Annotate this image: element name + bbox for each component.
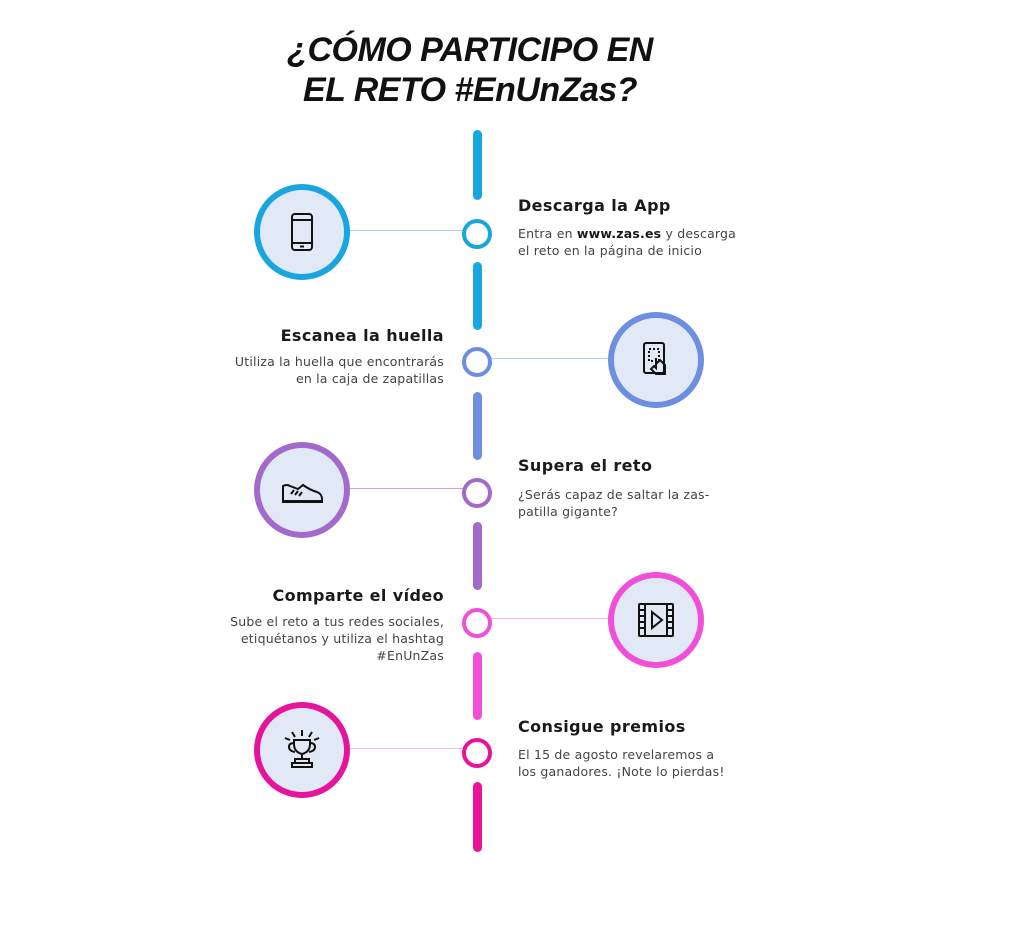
step-3-title: Supera el reto xyxy=(518,456,653,475)
connector-line xyxy=(345,230,465,231)
sneaker-icon xyxy=(280,468,324,512)
step-4-icon-circle xyxy=(608,572,704,668)
step-1-title: Descarga la App xyxy=(518,196,671,215)
trophy-icon xyxy=(280,728,324,772)
timeline-segment xyxy=(473,782,482,852)
connector-line xyxy=(485,358,615,359)
step-5-description: El 15 de agosto revelaremos a los ganadores. ¡Note lo pierdas! xyxy=(518,747,725,779)
site-url: www.zas.es xyxy=(576,226,662,241)
connector-line xyxy=(345,488,465,489)
smartphone-icon xyxy=(280,210,324,254)
step-3-icon-circle xyxy=(254,442,350,538)
connector-line xyxy=(345,748,465,749)
title-line-2: EL RETO #EnUnZas? xyxy=(302,71,638,109)
title-line-1: ¿CÓMO PARTICIPO EN xyxy=(287,31,653,69)
step-5-title: Consigue premios xyxy=(518,717,686,736)
timeline-node-5 xyxy=(462,738,492,768)
step-1-icon-circle xyxy=(254,184,350,280)
step-4-description: Sube el reto a tus redes sociales, etiquétanos y utiliza el hashtag #EnUnZas xyxy=(230,614,444,663)
timeline-node-4 xyxy=(462,608,492,638)
timeline-segment xyxy=(473,652,482,720)
step-2-description: Utiliza la huella que encontrarás en la caja de zapatillas xyxy=(234,354,444,386)
page-title xyxy=(250,30,690,110)
timeline-segment xyxy=(473,522,482,590)
step-5-icon-circle xyxy=(254,702,350,798)
step-2-icon-circle xyxy=(608,312,704,408)
video-icon xyxy=(634,598,678,642)
connector-line xyxy=(485,618,615,619)
phone-scan-icon xyxy=(634,338,678,382)
timeline-node-3 xyxy=(462,478,492,508)
timeline-segment xyxy=(473,262,482,330)
step-1-description: Entra en www.zas.es y descarga el reto en la página de inicio xyxy=(518,226,737,258)
timeline-node-1 xyxy=(462,219,492,249)
timeline-segment xyxy=(473,130,482,200)
step-4-title: Comparte el vídeo xyxy=(272,586,444,605)
step-3-description: ¿Serás capaz de saltar la zas- patilla gigante? xyxy=(518,487,710,519)
timeline-segment xyxy=(473,392,482,460)
step-2-title: Escanea la huella xyxy=(280,326,444,345)
timeline-node-2 xyxy=(462,347,492,377)
